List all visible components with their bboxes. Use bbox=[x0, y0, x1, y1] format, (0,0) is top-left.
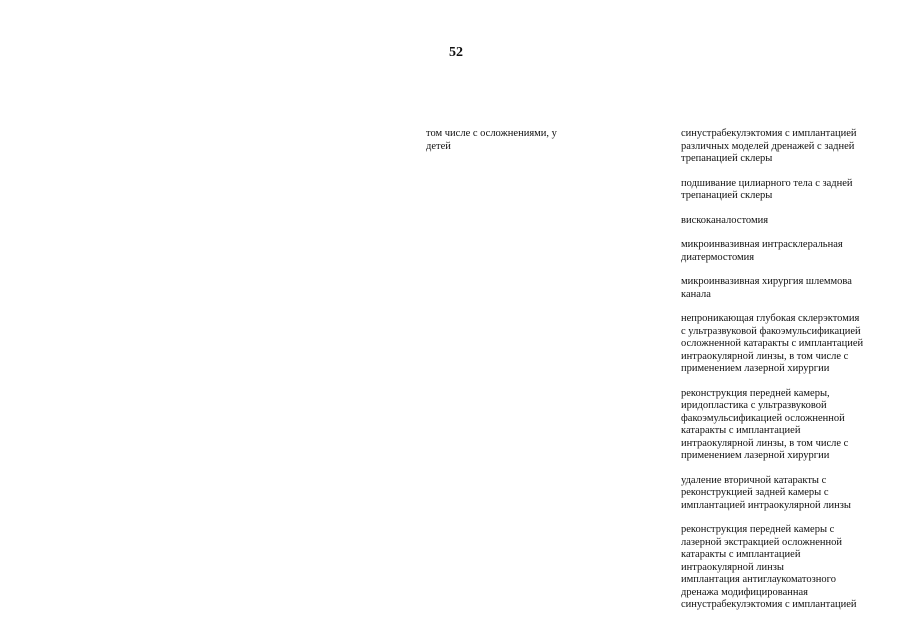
procedure-item: имплантация антиглаукоматозного дренажа модифицированная синустрабекулэктомия с имплантацией bbox=[681, 574, 857, 610]
procedure-item: микроинвазивная хирургия шлеммова канала bbox=[681, 276, 852, 300]
procedure-item: вискоканалостомия bbox=[681, 214, 769, 226]
procedure-item: реконструкция передней камеры, иридопластика с ультразвуковой факоэмульсификацией осложненной катаракты с имплантацией интраокулярной линзы, в том числе с применением лазерной хирургии bbox=[681, 387, 849, 461]
procedure-item: микроинвазивная интрасклеральная диатермостомия bbox=[681, 239, 843, 263]
procedure-item: синустрабекулэктомия с имплантацией различных моделей дренажей с задней трепанацией склеры bbox=[681, 128, 857, 164]
left-column-text: том числе с осложнениями, у детей bbox=[426, 128, 557, 152]
right-column bbox=[681, 128, 881, 612]
procedure-item: удаление вторичной катаракты с реконструкцией задней камеры с имплантацией интраокулярной линзы bbox=[681, 474, 851, 511]
left-column bbox=[426, 128, 576, 153]
page-number: 52 bbox=[449, 45, 463, 60]
procedure-item: непроникающая глубокая склерэктомия с ультразвуковой факоэмульсификацией осложненной катаракты с имплантацией интраокулярной линзы, в том числе с применением лазерной хирургии bbox=[681, 313, 864, 374]
procedure-item: подшивание цилиарного тела с задней трепанацией склеры bbox=[681, 177, 853, 201]
procedure-item: реконструкция передней камеры с лазерной экстракцией осложненной катаракты с имплантацией интраокулярной линзы bbox=[681, 524, 842, 573]
